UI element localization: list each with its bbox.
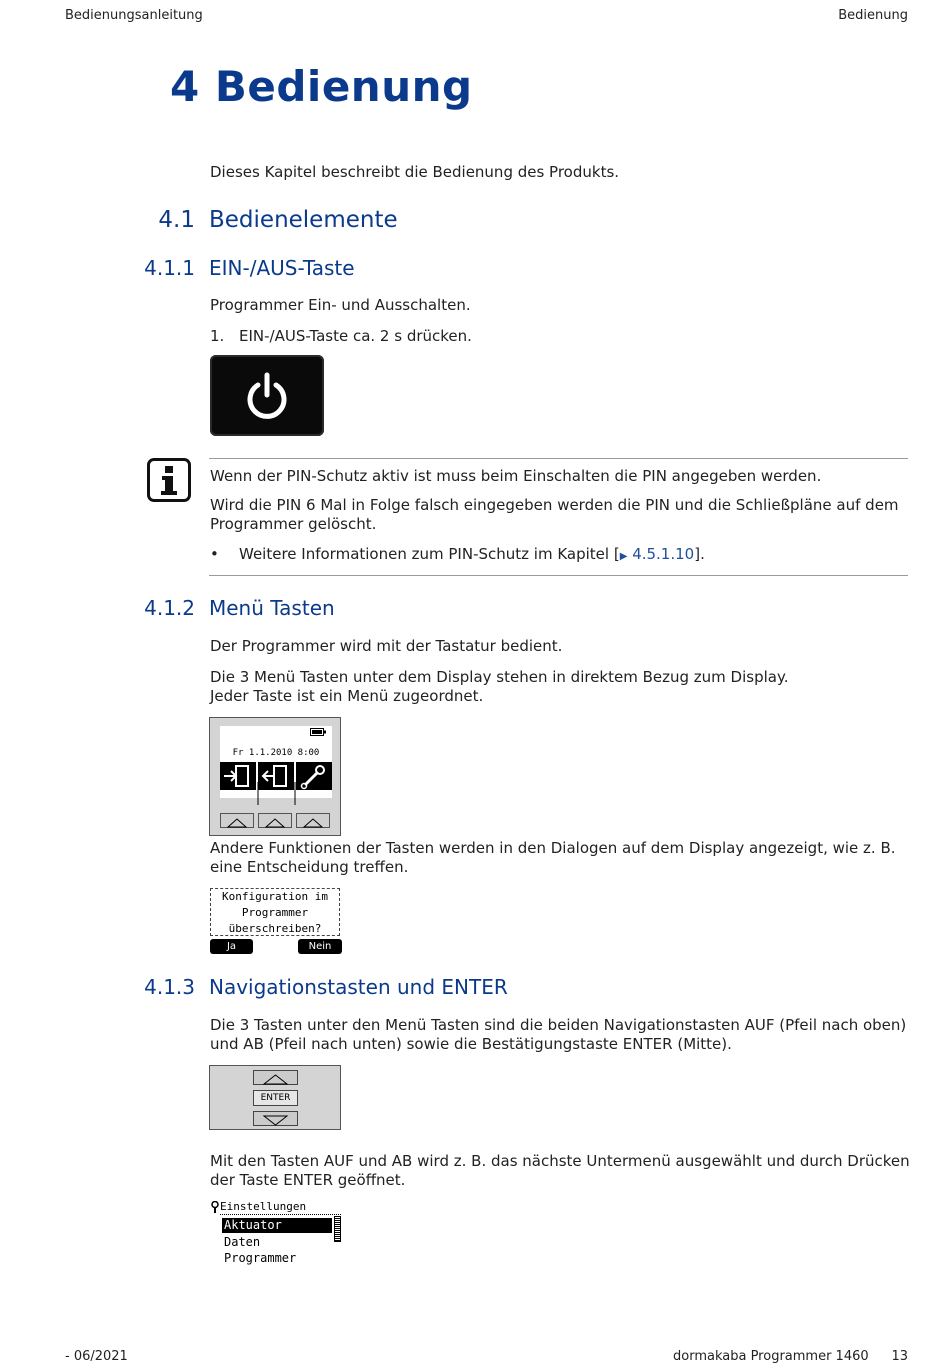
up-key[interactable]: [253, 1070, 298, 1085]
power-paragraph: Programmer Ein- und Ausschalten.: [210, 296, 471, 314]
section-number: 4.1.2: [144, 596, 195, 620]
bullet-marker: •: [210, 545, 219, 563]
play-arrow-icon: ▶: [619, 551, 628, 562]
running-header-left: Bedienungsanleitung: [65, 8, 203, 23]
menu-keys-p2a: Die 3 Menü Tasten unter dem Display stehen in direktem Bezug zum Display.: [210, 668, 789, 686]
device-display-illustration: [209, 717, 341, 836]
note-line-1: Wenn der PIN-Schutz aktiv ist muss beim Einschalten die PIN angegeben werden.: [210, 467, 822, 485]
chapter-link[interactable]: [620, 545, 695, 563]
soft-key-right[interactable]: [296, 813, 330, 828]
section-title: EIN-/AUS-Taste: [209, 256, 355, 280]
note-bottom-rule: [209, 575, 908, 576]
note-line-2b: Programmer gelöscht.: [210, 515, 377, 533]
dialog-intro-b: eine Entscheidung treffen.: [210, 858, 409, 876]
dialog-line-3: überschreiben?: [228, 922, 322, 935]
note-top-rule: [209, 458, 908, 459]
section-4-1-3-heading: [0, 975, 950, 1001]
chapter-link-text[interactable]: 4.5.1.10: [632, 545, 695, 563]
dialog-intro-a: Andere Funktionen der Tasten werden in den Dialogen auf dem Display angezeigt, wie z. B.: [210, 839, 896, 857]
chapter-title: [170, 62, 473, 111]
section-number: 4.1.3: [144, 975, 195, 999]
soft-key-left[interactable]: [220, 813, 254, 828]
note-line-2a: Wird die PIN 6 Mal in Folge falsch eingegeben werden die PIN und die Schließpläne auf dem: [210, 496, 899, 514]
menu-item-aktuator[interactable]: Aktuator: [222, 1218, 332, 1233]
section-title: Bedienelemente: [209, 207, 398, 233]
section-4-1-2-heading: [0, 596, 950, 622]
section-4-1-heading: [0, 207, 950, 237]
scrollbar[interactable]: [334, 1216, 341, 1242]
settings-menu-illustration: [210, 1200, 344, 1270]
down-key[interactable]: [253, 1111, 298, 1126]
chapter-title-text: Bedienung: [214, 62, 473, 111]
wrench-icon: [210, 1201, 220, 1213]
menu-keys-p2b: Jeder Taste ist ein Menü zugeordnet.: [210, 687, 484, 705]
nav-keys-p1a: Die 3 Tasten unter den Menü Tasten sind die beiden Navigationstasten AUF (Pfeil nach oben): [210, 1016, 907, 1034]
intro-text: Dieses Kapitel beschreibt die Bedienung des Produkts.: [210, 163, 620, 181]
soft-key-middle[interactable]: [258, 813, 292, 828]
dialog-yes-button[interactable]: Ja: [210, 939, 253, 954]
section-title: Navigationstasten und ENTER: [209, 975, 508, 999]
footer-product: dormakaba Programmer 1460: [673, 1349, 869, 1364]
section-title: Menü Tasten: [209, 596, 335, 620]
dialog-line-2: Programmer: [241, 906, 309, 919]
chapter-number: 4: [170, 62, 200, 111]
note-bullet: [239, 544, 705, 567]
dialog-line-1: Konfiguration im: [222, 890, 328, 903]
running-header-right: Bedienung: [838, 8, 908, 23]
page-number: 13: [891, 1349, 908, 1364]
navigation-keys-illustration: [209, 1065, 341, 1130]
nav-keys-p1b: und AB (Pfeil nach unten) sowie die Bestätigungstaste ENTER (Mitte).: [210, 1035, 732, 1053]
info-icon: [147, 458, 191, 502]
power-icon: [210, 355, 324, 436]
display-date: Fr 1.1.2010 8:00: [232, 748, 320, 758]
dialog-illustration: [210, 888, 340, 936]
power-button-image: [210, 355, 324, 436]
footer-date: - 06/2021: [65, 1349, 128, 1364]
menu-item-daten[interactable]: Daten: [224, 1235, 261, 1249]
menu-title: Einstellungen: [220, 1200, 307, 1213]
section-number: 4.1.1: [144, 256, 195, 280]
bullet-suffix: ].: [694, 545, 705, 563]
section-number: 4.1: [158, 207, 195, 233]
menu-keys-p1: Der Programmer wird mit der Tastatur bedient.: [210, 637, 563, 655]
step-text: EIN-/AUS-Taste ca. 2 s drücken.: [239, 327, 472, 345]
arrow-up-icon: [254, 1073, 297, 1086]
arrow-down-icon: [254, 1114, 297, 1127]
menu-item-programmer[interactable]: Programmer: [224, 1251, 297, 1265]
dialog-no-button[interactable]: Nein: [298, 939, 342, 954]
step-number: 1.: [210, 327, 225, 345]
enter-key[interactable]: ENTER: [253, 1090, 298, 1106]
nav-keys-p2a: Mit den Tasten AUF und AB wird z. B. das nächste Untermenü ausgewählt und durch Drücken: [210, 1152, 910, 1170]
menu-title-underline: [220, 1213, 342, 1216]
section-4-1-1-heading: [0, 256, 950, 282]
nav-keys-p2b: der Taste ENTER geöffnet.: [210, 1171, 406, 1189]
bullet-text: Weitere Informationen zum PIN-Schutz im Kapitel [: [239, 545, 620, 563]
